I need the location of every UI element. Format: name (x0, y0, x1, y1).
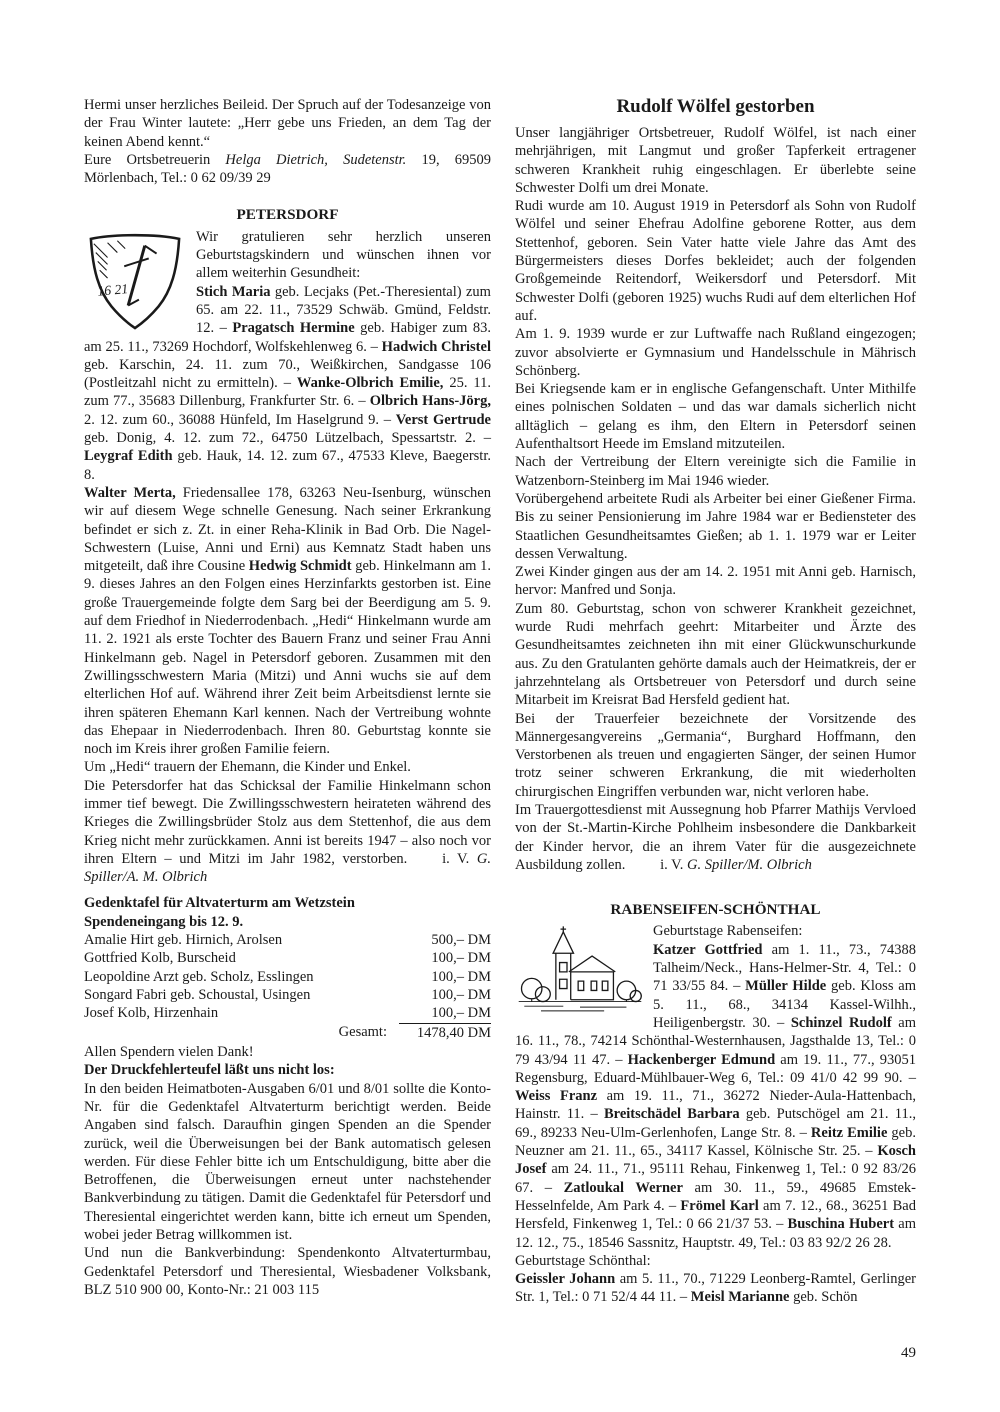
obituary-paragraph: Unser langjähriger Ortsbetreuer, Rudolf Wölfel, ist nach einer mehrjährigen, mit Langmut und großer Tapferkeit ertragener schweren Krankheit ruhig eingeschlagen. Er überlebte seine Schwester Dolfi um drei Monate. (514, 125, 916, 196)
obituary-paragraph: Nach der Vertreibung der Eltern vereinigte sich die Familie in Watzenborn-Steinberg im Mai 1946 wieder. (514, 454, 916, 489)
hedi-mourning-line: Um „Hedi“ trauern der Ehemann, die Kinder und Enkel. (84, 759, 411, 776)
rabenseifen-birthdays-label: Geburtstage Rabenseifen: (652, 923, 803, 940)
table-row (84, 986, 491, 1004)
church-icon (515, 924, 645, 1016)
shield-icon (84, 231, 186, 331)
hinkelmann-fate-paragraph: Die Petersdorfer hat das Schicksal der Familie Hinkelmann schon immer tief bewegt. Die Zwillingsschwestern heirateten während des Krieges die Zwillingsbrüder Stolz aus dem Stettenhof, die aus dem Krieg nicht mehr zurückkamen. Anni ist bereits 1947 – also noch vor ihren Eltern – und Mitzi im Jahr 1982, verstorben. i. V. G. Spiller/A. M. Olbrich (84, 777, 491, 886)
table-row (84, 1004, 491, 1022)
table-row (84, 949, 491, 967)
caretaker-contact-line: Eure Ortsbetreuerin Helga Dietrich, Sudetenstr. 19, 69509 Mörlenbach, Tel.: 0 62 09/39 29 (84, 151, 491, 187)
obituary-paragraph: Zum 80. Geburtstag, schon von schwerer Krankheit gezeichnet, wurde Rudi mehrfach geehrt: Mitarbeiter und Ärzte des Gesundheitsamtes zeichneten ihn mit einer Glückwunschurkunde aus. Zu den Gratulanten gehörte damals auch der Heimatkreis, der er jahrzehntelang als Ortsbetreuer von Petersdorf und durch seine Mitarbeit im Kreisrat Bad Hersfeld gedient hat. (514, 600, 916, 709)
rabenseifen-birthdays-paragraph: Katzer Gottfried am 1. 11., 73., 74388 Talheim/Neck., Hans-Helmer-Str. 4, Tel.: 0 71 33/55 84. – Müller Hilde geb. Kloss am 5. 11., 68., 34134 Kassel-Wilhh., Heiligenbergstr. 30. – Schinzel Rudolf am 16. 11., 78., 74214 Schönthal-Westernhausen, Jagsthalde 13, Tel.: 0 79 43/94 11 47. – Hackenberger Edmund am 19. 11., 77., 93051 Regensburg, Eduard-Mühlbauer-Weg 6, Tel.: 09 41/0 42 99 90. – Weiss Franz am 19. 11., 71., 36272 Nieder-Aula-Hattenbach, Hainstr. 11. – Breitschädel Barbara geb. Putschögel am 21. 11., 69., 89233 Neu-Ulm-Gerlenhofen, Lange Str. 8. – Reitz Emilie geb. Neuzner am 21. 11., 65., 34117 Kassel, Kölnische Str. 25. – Kosch Josef am 24. 11., 71., 95111 Rehau, Finkenweg 1, Tel.: 0 92 83/26 67. – Zatloukal Werner am 30. 11., 59., 49685 Emstek-Hesselnfelde, Am Park 4. – Frömel Karl am 7. 12., 68., 36251 Bad Hersfeld, Finkenweg 1, Tel.: 0 66 21/37 53. – Buschina Hubert am 12. 12., 75., 18546 Sassnitz, Hauptstr. 49, Tel.: 03 83 92/2 26 28. (514, 941, 917, 1251)
petersdorf-crest-image (84, 231, 186, 331)
donation-total-row (84, 1023, 491, 1044)
total-label: Gesamt: (338, 1023, 387, 1040)
petersdorf-birthdays-paragraph: Stich Maria geb. Lecjaks (Pet.-Theresiental) zum 65. am 22. 11., 73529 Schwäb. Gmünd, Feldstr. 12. – Pragatsch Hermine geb. Habiger zum 83. am 25. 11., 73269 Hochdorf, Wolfskehlenweg 6. – Hadwich Christel geb. Karschin, 24. 11. zum 70., Weißkirchen, Sandgasse 106 (Postleitzahl nicht zu ermitteln). – Wanke-Olbrich Emilie, 25. 11. zum 77., 35683 Dillenburg, Frankfurter Str. 6. – Olbrich Hans-Jörg, 2. 12. zum 60., 36088 Hünfeld, Im Haselgrund 9. – Verst Gertrude geb. Donig, 4. 12. zum 72., 64750 Lützelbach, Spessartstr. 2. – Leygraf Edith geb. Hauk, 14. 12. zum 67., 47533 Kleve, Baegerstr. 8. (84, 283, 491, 483)
donation-thanks-line: Allen Spendern vielen Dank! (84, 1044, 254, 1061)
table-row (84, 968, 491, 986)
obituary-closing-paragraph: Im Trauergottesdienst mit Aussegnung hob Pfarrer Mathijs Vervloed von der St.-Martin-Kirche Pohlheim insbesondere die Dankbarkeit der Kinder hervor, die an ihrem Vater für die ausgezeichnete Ausbildung zollen. i. V. G. Spiller/M. Olbrich (514, 801, 916, 873)
misprint-paragraph: In den beiden Heimatboten-Ausgaben 6/01 und 8/01 sollte die Konto-Nr. für die Gedenktafel Altvaterturm berichtigt werden. Beide Angaben sind falsch. Daraufhin gingen Spenden an die Spender zurück, weil die Überweisungen bei der Bank automatisch gelesen werden. Für diese Fehler bitte ich um Entschuldigung, bitte aber die Betroffenen, die Überweisungen erneut unter nachstehender Bankverbindung zu tätigen. Damit die Gedenktafel für Petersdorf und Theresiental eingerichtet werden kann, bitte ich erneut um Spenden, wobei jeder Betrag willkommen ist. (84, 1080, 491, 1244)
obituary-paragraph: Zwei Kinder gingen aus der am 14. 2. 1951 mit Anni geb. Harnisch, hervor: Manfred und Sonja. (514, 564, 916, 599)
bank-details-paragraph: Und nun die Bankverbindung: Spendenkonto Altvaterturmbau, Gedenktafel Petersdorf und Theresiental, Wiesbadener Volksbank, BLZ 510 900 00, Konto-Nr.: 21 003 115 (84, 1245, 491, 1298)
obituary-paragraph: Bei Kriegsende kam er in englische Gefangenschaft. Unter Mithilfe eines polnischen Soldaten – und das war damals sicherlich nicht alltäglich – gelang es ihm, den Eltern in Petersdorf seinen Aufenthaltsort Heede im Emsland mitzuteilen. (514, 381, 916, 453)
donation-amount: 100,– DM (431, 986, 491, 1003)
petersdorf-intro-paragraph: Wir gratulieren sehr herzlich unseren Geburtstagskindern und wünschen ihnen vor allem weiterhin Gesundheit: (196, 228, 491, 282)
donation-heading-line2: Spendeneingang bis 12. 9. (84, 913, 244, 930)
donation-amount: 100,– DM (431, 968, 491, 985)
obituary-paragraph: Bei der Trauerfeier bezeichnete der Vorsitzende des Männergesangvereins „Germania“, Burghard Hoffmann, den Verstorbenen als treuen und engagierten Sänger, der seinen Humor trotz seiner schweren Erkrankung, die mit wiederholten chirurgischen Eingriffen verbunden war, nicht verloren habe. (514, 710, 916, 800)
obituary-heading: Rudolf Wölfel gestorben (616, 96, 815, 117)
donation-heading-line1: Gedenktafel für Altvaterturm am Wetzstein (84, 895, 355, 912)
donor-name: Gottfried Kolb, Burscheid (84, 950, 236, 967)
total-amount: 1478,40 DM (399, 1023, 491, 1044)
condolence-paragraph: Hermi unser herzliches Beileid. Der Spruch auf der Todesanzeige von der Frau Winter lautete: „Herr gebe uns Frieden, an dem Tag der keinen Abend kennt.“ (84, 97, 491, 150)
right-column (515, 96, 916, 1307)
obituary-paragraph: Am 1. 9. 1939 wurde er zur Luftwaffe nach Rußland eingezogen; zuvor absolvierte er Gymnasium und Handelsschule in Mährisch Schönberg. (514, 326, 916, 379)
donation-amount: 100,– DM (431, 950, 491, 967)
church-illustration (515, 924, 645, 1016)
schoenthal-birthdays-label: Geburtstage Schönthal: (514, 1252, 651, 1269)
petersdorf-heading: PETERSDORF (236, 206, 339, 224)
crest-year-label: 16 21 (96, 280, 129, 299)
misprint-heading: Der Druckfehlerteufel läßt uns nicht los: (84, 1062, 335, 1079)
obituary-paragraph: Rudi wurde am 10. August 1919 in Petersdorf als Sohn von Rudolf Wölfel und seiner Ehefrau Adolfine geborene Rotter, aus dem Stettenhof, geboren. Sein Vater hatte viele Jahre das Amt des Bürgermeisters dieses Dorfes bekleidet; auch der folgenden Großgemeinde Reitendorf, Weikersdorf und Petersdorf. Mit Schwester Dolfi (geboren 1925) wuchs Rudi auf dem elterlichen Hof auf. (514, 198, 916, 324)
left-column (84, 96, 491, 1307)
donation-amount: 500,– DM (431, 932, 491, 949)
donor-name: Songard Fabri geb. Schoustal, Usingen (84, 986, 311, 1003)
donor-name: Leopoldine Arzt geb. Scholz, Esslingen (84, 968, 314, 985)
table-row (84, 931, 491, 949)
obituary-paragraph: Vorübergehend arbeitete Rudi als Arbeiter bei einer Gießener Firma. Bis zu seiner Pensionierung im Jahre 1984 war er Bediensteter des Staatlichen Gesundheitsamtes Gießen; ab 1. 1. 1979 war er Leiter dessen Verwaltung. (514, 490, 916, 562)
donor-name: Amalie Hirt geb. Hirnich, Arolsen (84, 932, 283, 949)
page-number: 49 (901, 1345, 916, 1361)
donor-name: Josef Kolb, Hirzenhain (84, 1005, 219, 1022)
donation-amount: 100,– DM (431, 1005, 491, 1022)
rabenseifen-heading: RABENSEIFEN-SCHÖNTHAL (610, 901, 821, 919)
merta-hinkelmann-paragraph: Walter Merta, Friedensallee 178, 63263 Neu-Isenburg, wünschen wir auf diesem Wege schnelle Genesung. Nach seiner Erkrankung befindet er sich z. Zt. in einer Reha-Klinik in Bad Orb. Die Nagel-Schwestern (Luise, Anni und Erni) aus Kemnatz Stadt haben uns mitgeteilt, daß ihre Cousine Hedwig Schmidt geb. Hinkelmann am 1. 9. dieses Jahres an den Folgen eines Herzinfarkts gestorben ist. Eine große Trauergemeinde folgte dem Sarg bei der Beerdigung am 5. 9. auf dem Friedhof in Niederrodenbach. „Hedi“ Hinkelmann wurde am 11. 2. 1921 als erste Tochter des Bauern Franz und seiner Frau Anni Hinkelmann geb. Nagel in Petersdorf geboren. Zusammen mit den Zwillingsschwestern Maria (Mitzi) und Anni wuchs sie auf dem elterlichen Hof auf. Während ihrer Zeit beim Arbeitsdienst lernte sie ihren späteren Ehemann Karl kennen. Nach der Vertreibung wohnte das Ehepaar in Niederrodenbach. Ihren 80. Geburtstag konnte sie noch im Kreis ihrer großen Familie feiern. (84, 484, 491, 758)
schoenthal-birthdays-paragraph: Geissler Johann am 5. 11., 70., 71229 Leonberg-Ramtel, Gerlinger Str. 1, Tel.: 0 71 52/4 44 11. – Meisl Marianne geb. Schön (514, 1271, 916, 1306)
donation-table (84, 931, 491, 1043)
